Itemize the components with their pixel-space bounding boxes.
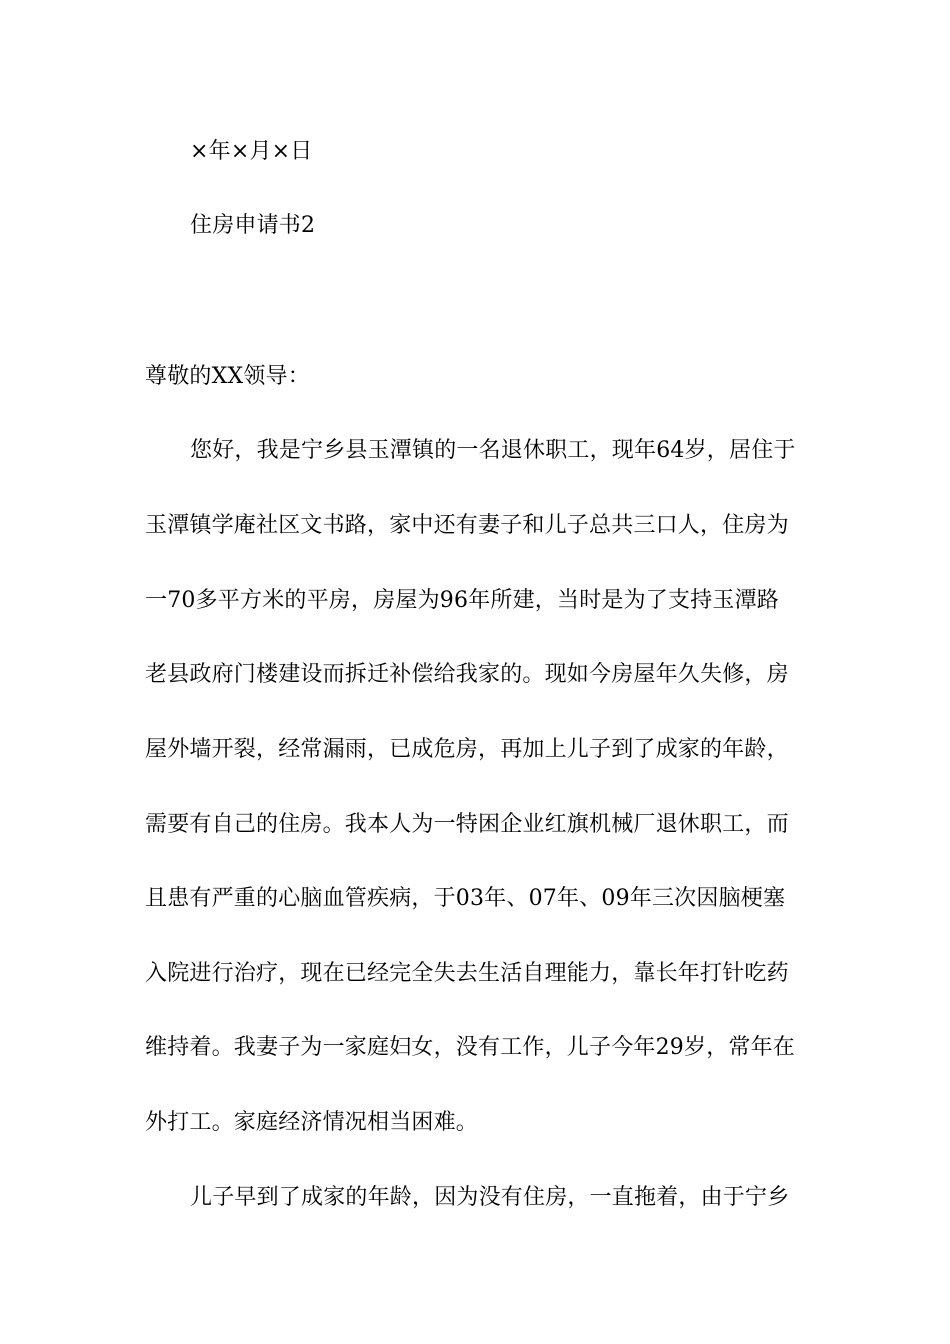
paragraph-line: 您好，我是宁乡县玉潭镇的一名退休职工，现年64岁，居住于: [190, 438, 796, 463]
paragraph-line: 入院进行治疗，现在已经完全失去生活自理能力，靠长年打针吃药: [145, 961, 789, 986]
paragraph-line: 外打工。家庭经济情况相当困难。: [145, 1110, 479, 1135]
paragraph-line: 老县政府门楼建设而拆迁补偿给我家的。现如今房屋年久失修，房: [145, 662, 789, 687]
document-title: 住房申请书2: [190, 213, 316, 238]
paragraph-line: 一70多平方米的平房，房屋为96年所建，当时是为了支持玉潭路: [145, 588, 779, 613]
paragraph-line: 维持着。我妻子为一家庭妇女，没有工作，儿子今年29岁，常年在: [145, 1035, 795, 1060]
paragraph-line: 玉潭镇学庵社区文书路，家中还有妻子和儿子总共三口人，住房为: [145, 513, 789, 538]
paragraph-line: 需要有自己的住房。我本人为一特困企业红旗机械厂退休职工，而: [145, 812, 789, 837]
salutation: 尊敬的XX领导：: [145, 364, 310, 389]
paragraph-line: 屋外墙开裂，经常漏雨，已成危房，再加上儿子到了成家的年龄，: [145, 737, 789, 762]
paragraph-line: 且患有严重的心脑血管疾病，于03年、07年、09年三次因脑梗塞: [145, 886, 786, 911]
date-line: ×年×月×日: [190, 139, 313, 164]
paragraph-line: 儿子早到了成家的年龄，因为没有住房，一直拖着，由于宁乡: [190, 1185, 790, 1210]
